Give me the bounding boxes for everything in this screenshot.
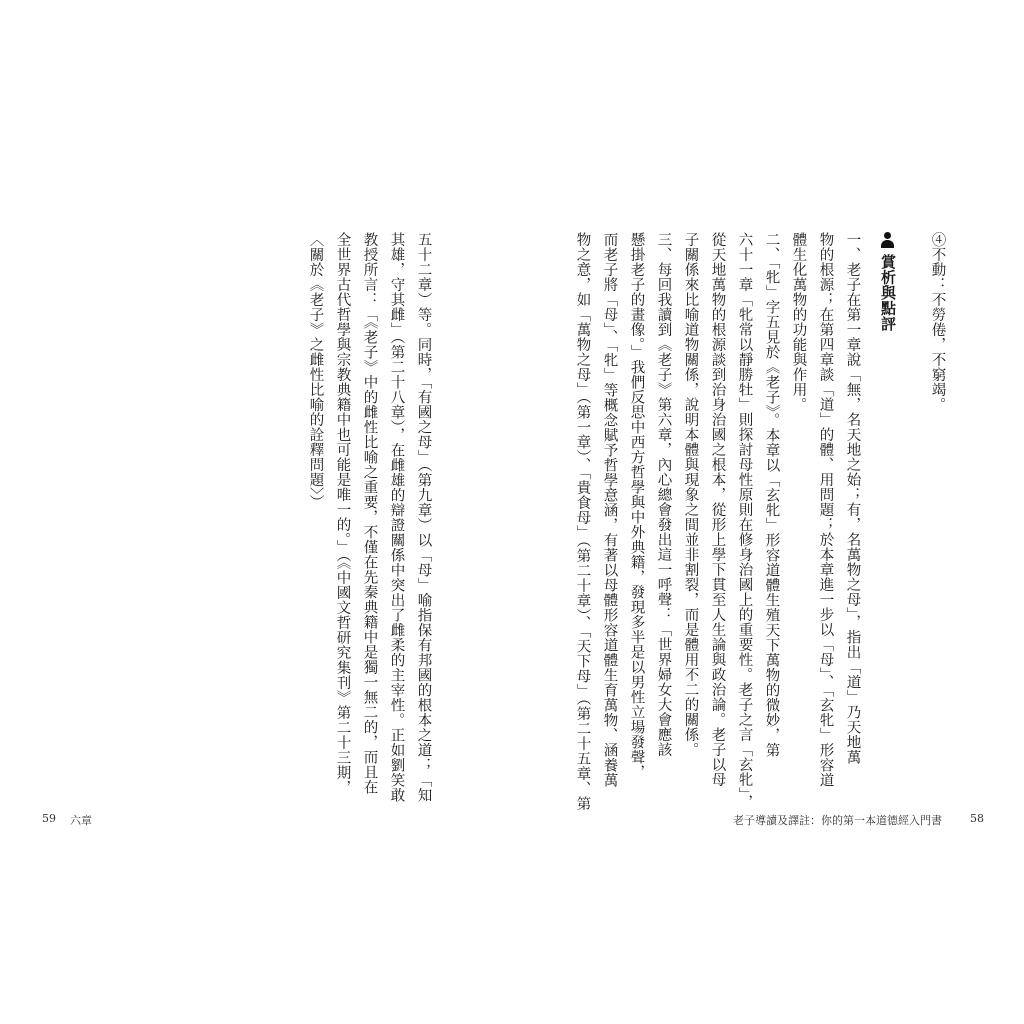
text-column: 六十一章「牝常以靜勝牡」則探討母性原則在修身治國上的重要性。老子之言「玄牝」， bbox=[736, 232, 753, 810]
text-column: 體生化萬物的功能與作用。 bbox=[790, 232, 807, 412]
section-heading-text: 賞析與點評 bbox=[879, 254, 897, 332]
text-column: 物之意，如「萬物之母」（第一章）、「貴食母」（第二十章）、「天下母」（第二十五章、第 bbox=[574, 232, 591, 812]
section-heading bbox=[880, 232, 895, 332]
text-column: 物的根源；在第四章談「道」的體、用問題；於本章進一步以「母」、「玄牝」形容道 bbox=[817, 232, 834, 788]
text-column: 五十二章）等。同時，「有國之母」（第九章）以「母」喻指保有邦國的根本之道；「知 bbox=[415, 232, 432, 803]
text-column: 全世界古代哲學與宗教典籍中也可能是唯一的。」（《中國文哲研究集刊》第二十三期， bbox=[334, 232, 351, 796]
text-column: 其雄，守其雌」（第二十八章），在雌雄的辯證關係中突出了雌柔的主宰性。正如劉笑敢 bbox=[388, 232, 405, 803]
running-title-left: 六章 bbox=[70, 814, 92, 827]
footnote-4: ④不動：不勞倦，不窮竭。 bbox=[929, 232, 946, 412]
page-number-left: 59 bbox=[42, 812, 56, 825]
text-column: 一、老子在第一章說「無，名天地之始；有，名萬物之母」，指出「道」乃天地萬 bbox=[844, 232, 861, 765]
text-column: 〈關於《老子》之雌性比喻的詮釋問題〉） bbox=[307, 232, 324, 510]
text-column: 子關係來比喻道物關係，說明本體與現象之間並非割裂，而是體用不二的關係。 bbox=[682, 232, 699, 757]
page-number-right: 58 bbox=[970, 812, 984, 825]
text-column: 從天地萬物的根源談到治身治國之根本，從形上學下貫至人生論與政治論。老子以母 bbox=[709, 232, 726, 787]
text-column: 而老子將「母」、「牝」等概念賦予哲學意涵，有著以母體形容道體生育萬物、涵養萬 bbox=[601, 232, 618, 788]
text-column: 二、「牝」字五見於《老子》。本章以「玄牝」形容道體生殖天下萬物的微妙，第 bbox=[763, 232, 780, 758]
text-column: 三、每回我讀到《老子》第六章，內心總會發出這一呼聲：「世界婦女大會應該 bbox=[655, 232, 672, 757]
running-title-right: 老子導讀及譯註：你的第一本道德經入門書 bbox=[733, 814, 942, 827]
text-column: 懸掛老子的畫像。」我們反思中西方哲學與中外典籍，發現多半是以男性立場發聲， bbox=[628, 232, 645, 780]
person-icon bbox=[881, 232, 895, 248]
text-column: 教授所言：「《老子》中的雌性比喻之重要，不僅在先秦典籍中是獨一無二的，而且在 bbox=[361, 232, 378, 795]
